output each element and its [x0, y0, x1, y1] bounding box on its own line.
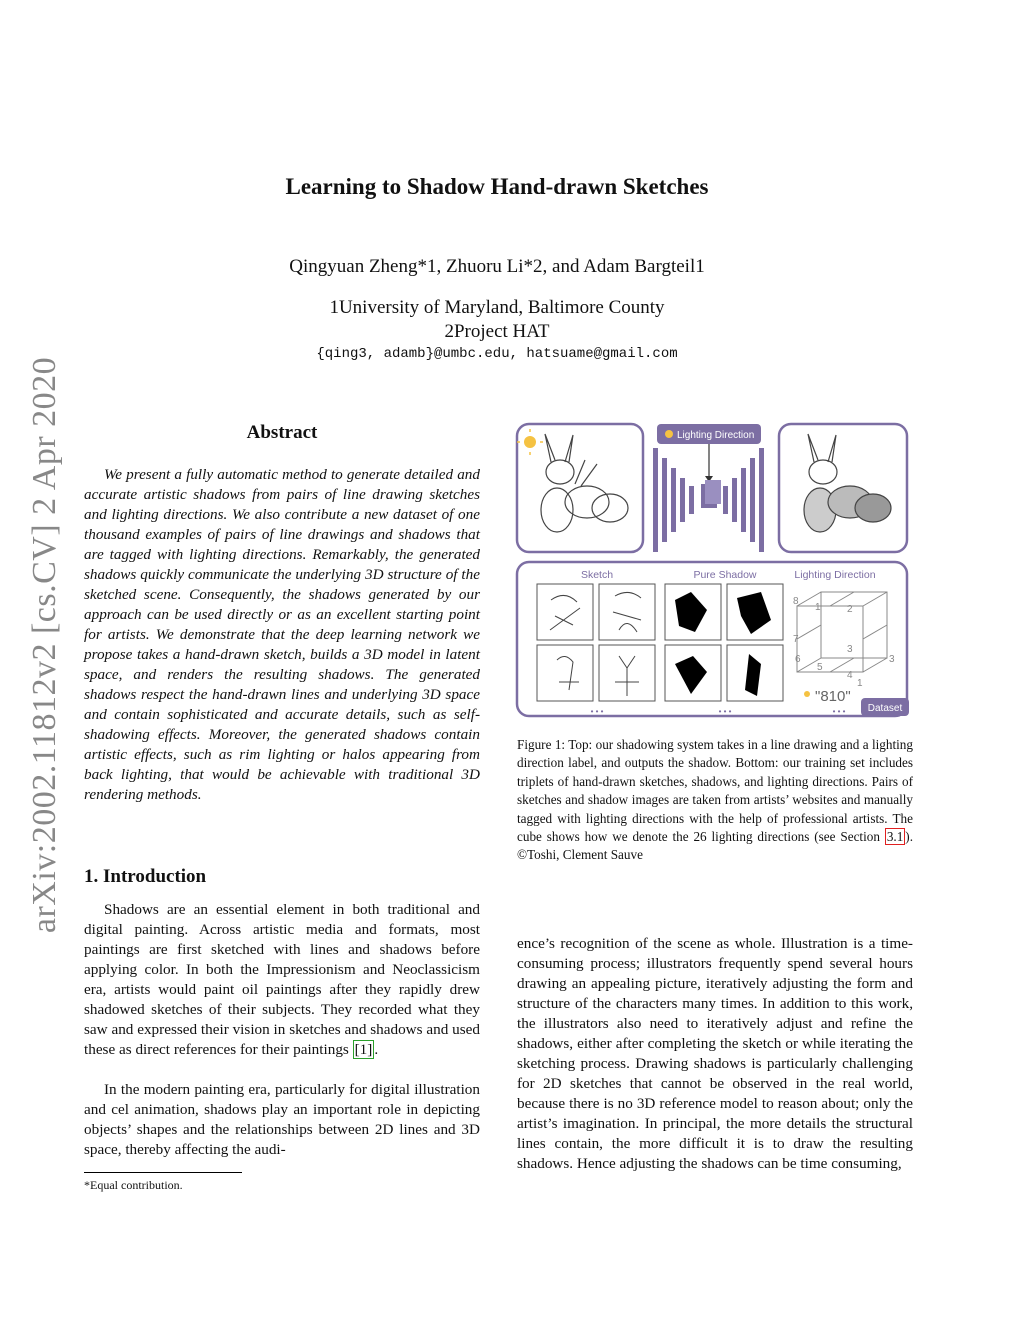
ellipsis-shadow: • • • — [718, 707, 732, 716]
svg-text:8: 8 — [793, 596, 799, 607]
affiliation-2: 2Project HAT — [444, 321, 550, 342]
sun-icon — [524, 436, 536, 448]
abstract-text: We present a fully automatic method to generate detailed and accurate artistic shadows from pairs of line drawing sketches and lighting directions. We also contribute a new dataset of one thousand examples of pairs of line drawings and shadows that are tagged with lighting directions. Remarkably, the generated shadows quickly communicate the underlying 3D structure of the sketched scene. Consequently, the shadows generated by our approach can be used directly or as an excellent starting point for artists. We demonstrate that the deep learning network we propose takes a hand-drawn sketch, builds a 3D model in latent space, and renders the resulting shadows. The generated shadows respect the hand-drawn lines and underlying 3D space and contain sophisticated and accurate details, such as self-shadowing effects. Moreover, the generated shadows contain artistic effects, such as rim lighting or halos appearing from back lighting, that would be achievable with traditional 3D rendering methods. — [84, 466, 480, 803]
lighting-code-label: "810" — [815, 688, 851, 705]
citation-link[interactable]: [1] — [354, 1041, 373, 1058]
footnote: *Equal contribution. — [84, 1178, 183, 1192]
author-list: Qingyuan Zheng*1, Zhuoru Li*2, and Adam Bargteil1 — [289, 256, 705, 277]
svg-text:2: 2 — [847, 604, 853, 615]
light-marker-icon — [804, 691, 810, 697]
footnote-rule — [84, 1172, 242, 1173]
figure-1-graphic — [515, 420, 911, 722]
intro-paragraph-1 — [84, 900, 480, 1060]
dataset-label: Dataset — [867, 703, 903, 714]
column-label-pure-shadow: Pure Shadow — [693, 569, 757, 581]
input-sketch-panel — [517, 424, 643, 552]
svg-text:3: 3 — [847, 644, 853, 655]
lighting-direction-label: Lighting Direction — [677, 430, 755, 441]
intro-paragraph-2: In the modern painting era, particularly for digital illustration and cel animation, shadows play an important role in depicting objects’ shapes and the relationships between 2D lines and 3D space, thereby affecting the audi- — [84, 1081, 480, 1158]
affiliation-1: 1University of Maryland, Baltimore County — [329, 297, 665, 318]
column-label-sketch: Sketch — [580, 569, 614, 581]
svg-text:7: 7 — [793, 634, 799, 645]
ellipsis-lighting: • • • — [832, 707, 846, 716]
caption-text: Figure 1: Top: our shadowing system takes in a line drawing and a lighting direction label, and outputs the shadow. Bottom: our training set includes triplets of hand-drawn sketches, shadows, and lighting directions. Pairs of sketches and shadow images are taken from artists’ websites and manually tagged with lighting directions with the help of professional artists. The cube shows how we denote the 26 lighting directions (see Section — [517, 737, 913, 845]
svg-text:5: 5 — [817, 662, 823, 673]
svg-text:1: 1 — [815, 602, 821, 613]
section-heading-introduction: 1. Introduction — [84, 866, 207, 887]
svg-text:3: 3 — [889, 654, 895, 665]
author-emails: {qing3, adamb}@umbc.edu, hatsuame@gmail.com — [316, 346, 678, 362]
sun-small-icon — [665, 430, 673, 438]
svg-text:6: 6 — [795, 654, 801, 665]
arxiv-sidebar — [22, 356, 68, 934]
intro-paragraph-1-end: . — [374, 1041, 379, 1058]
svg-text:4: 4 — [847, 670, 853, 681]
svg-text:1: 1 — [857, 678, 863, 689]
intro-paragraph-1-text: Shadows are an essential element in both traditional and digital painting. Across artistic media and formats, most paintings are first sketched with lines and shadows before applying color. In both the Impressionism and Neoclassicism era, artists would paint oil paintings after they rapidly drew shadowed sketches of their subjects. They recorded what they saw and expressed their vision in sketches and shadows and used these as direct references for their paintings — [84, 901, 480, 1058]
paper-title: Learning to Shadow Hand-drawn Sketches — [285, 174, 709, 199]
figure-1 — [515, 420, 911, 722]
section-reference-link[interactable]: 3.1 — [886, 829, 904, 845]
arxiv-id: arXiv:2002.11812v2 [cs.CV] 2 Apr 2020 — [26, 356, 63, 934]
figure-1-caption — [517, 736, 913, 865]
abstract-heading: Abstract — [246, 422, 318, 443]
caption-text-end: ). ©Toshi, Clement Sauve — [517, 829, 913, 863]
intro-paragraph-right-column: ence’s recognition of the scene as whole. Illustration is a time-consuming process; illustrators frequently spend several hours drawing an appealing picture, iteratively adjusting the form and structure of the characters many times. In addition to this work, the illustrators also need to iteratively adjust and refine the shadows, either after completing the sketch or while iterating the sketching process. Drawing shadows is particularly challenging for 2D sketches that cannot be observed in the real world, because there is no 3D reference model to reason about; only the artist’s imagination. In principal, the more details the structural lines contain, the more difficult it is to draw the resulting shadows. Hence adjusting the shadows can be time consuming, — [517, 935, 913, 1172]
column-label-lighting: Lighting Direction — [794, 569, 876, 581]
ellipsis-sketch: • • • — [590, 707, 604, 716]
